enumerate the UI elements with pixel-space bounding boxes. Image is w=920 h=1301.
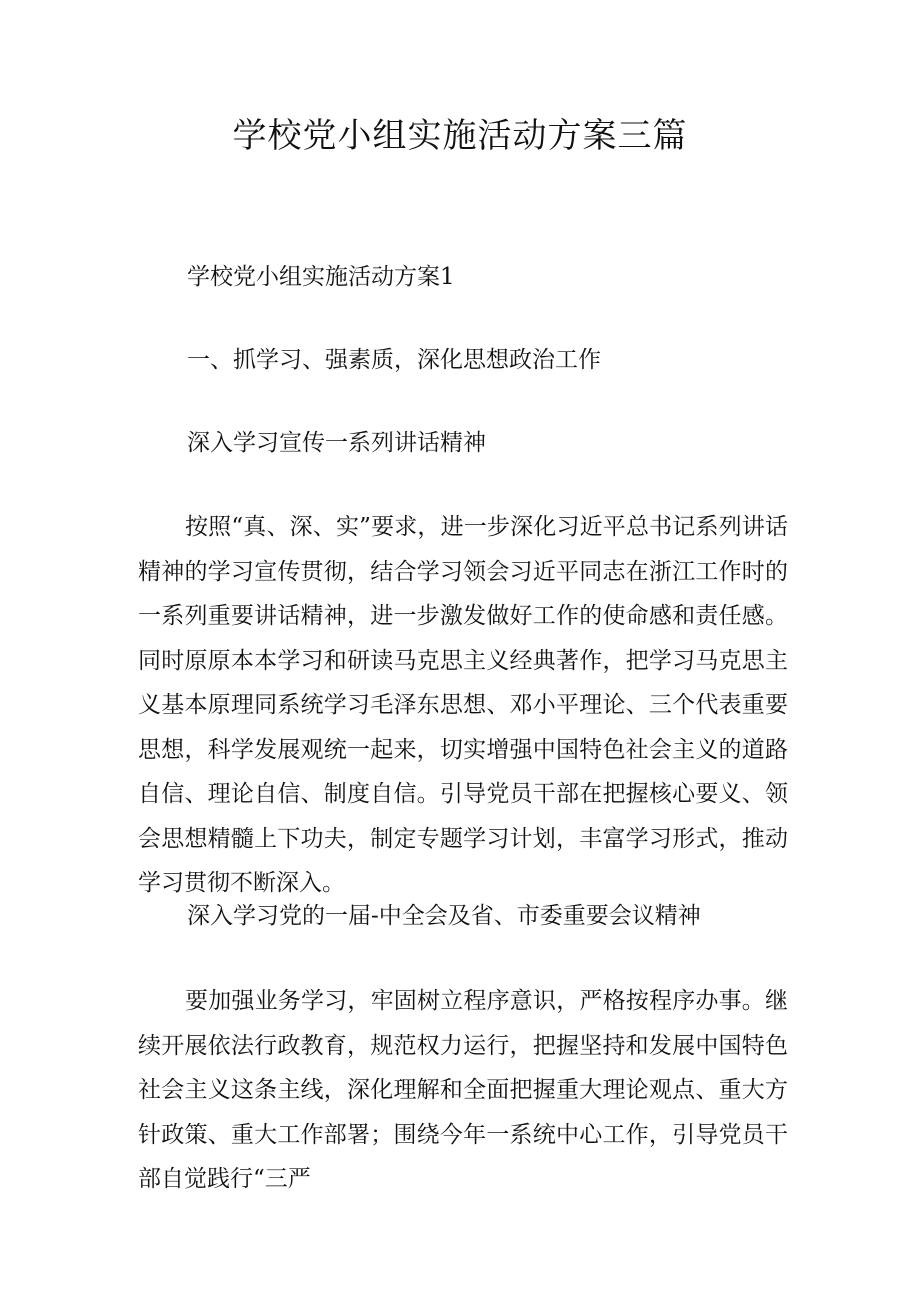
- subheading-study-speeches: 深入学习宣传一系列讲话精神: [187, 430, 486, 456]
- subheading-study-plenary: 深入学习党的一届-中全会及省、市委重要会议精神: [187, 903, 701, 929]
- paragraph-business-study: 要加强业务学习，牢固树立程序意识，严格按程序办事。继续开展依法行政教育，规范权力运行，把握坚持和发展中国特色社会主义这条主线，深化理解和全面把握重大理论观点、重大方针政策、重大工作部署；围绕今年一系统中心工作，引导党员干部自觉践行“三严: [138, 988, 788, 1192]
- section-heading: 一、抓学习、强素质，深化思想政治工作: [187, 347, 601, 373]
- paragraph-study-speeches: 按照“真、深、实”要求，进一步深化习近平总书记系列讲话精神的学习宣传贯彻，结合学习领会习近平同志在浙江工作时的一系列重要讲话精神，进一步激发做好工作的使命感和责任感。同时原原本本学习和研读马克思主义经典著作，把学习马克思主义基本原理同系统学习毛泽东思想、邓小平理论、三个代表重要思想，科学发展观统一起来，切实增强中国特色社会主义的道路自信、理论自信、制度自信。引导党员干部在把握核心要义、领会思想精髓上下功夫，制定专题学习计划，丰富学习形式，推动学习贯彻不断深入。: [138, 514, 788, 896]
- plan-subtitle: 学校党小组实施活动方案1: [187, 264, 455, 290]
- document-title: 学校党小组实施活动方案三篇: [232, 116, 688, 156]
